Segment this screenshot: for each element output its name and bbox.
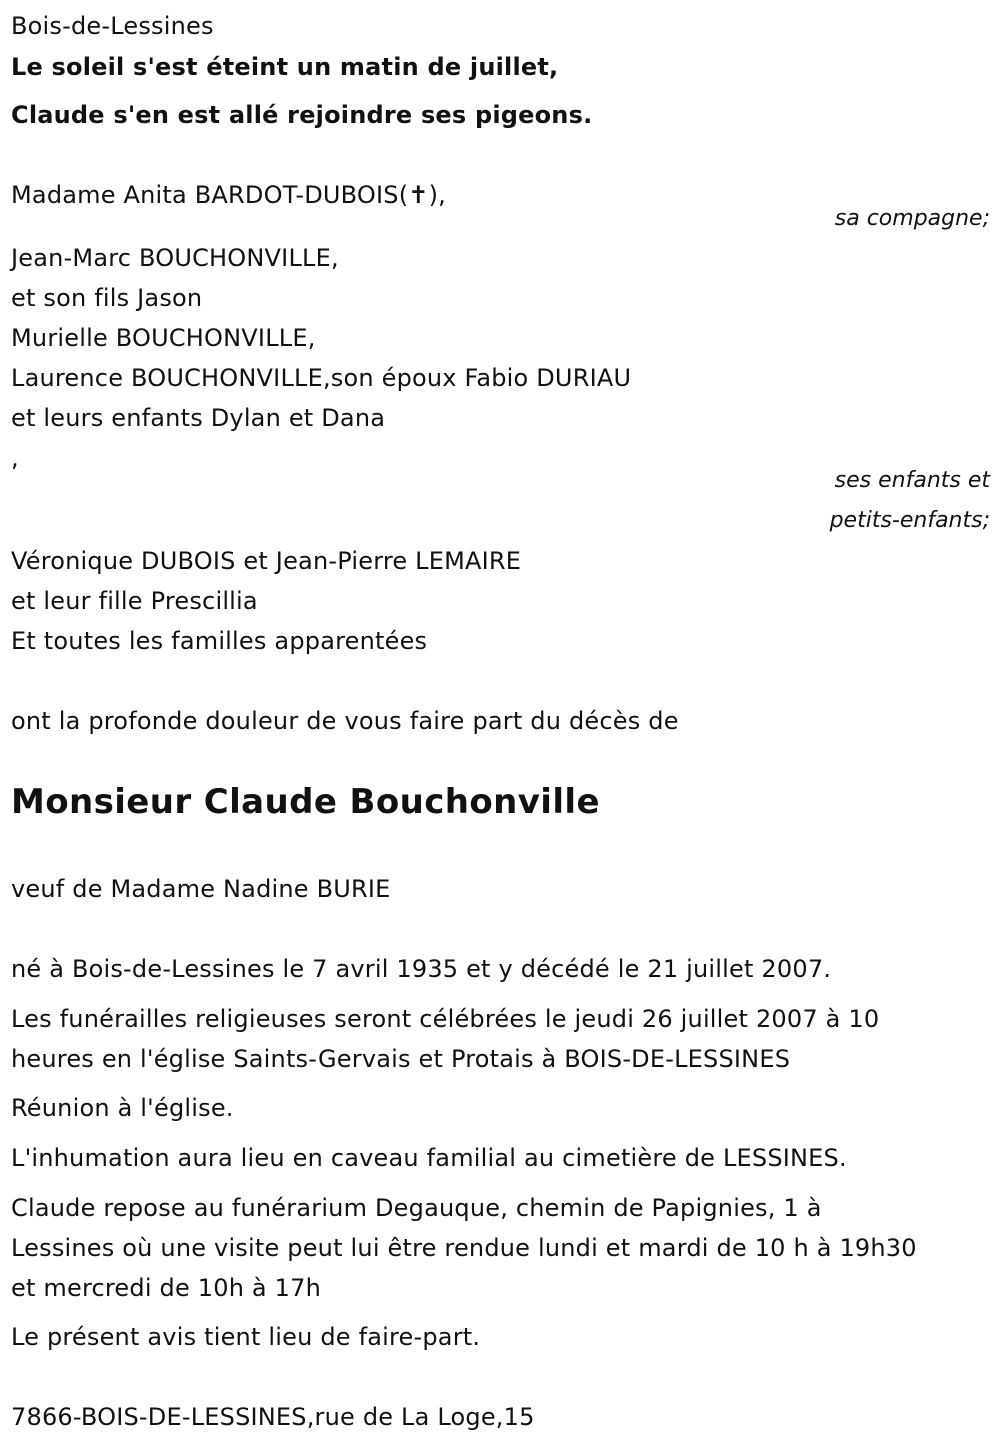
family-line: Jean-Marc BOUCHONVILLE, [11, 244, 339, 272]
family-line: Laurence BOUCHONVILLE,son époux Fabio DURIAU [11, 364, 632, 392]
notice-text: Le présent avis tient lieu de faire-part. [11, 1323, 481, 1351]
address: 7866-BOIS-DE-LESSINES,rue de La Loge,15 [11, 1403, 535, 1431]
children-role-line-1: ses enfants et [834, 468, 990, 493]
relatives-line: Et toutes les familles apparentées [11, 627, 428, 655]
family-line: et son fils Jason [11, 284, 203, 312]
funeral-info-line-1: Les funérailles religieuses seront célébrées le jeudi 26 juillet 2007 à 10 [11, 1005, 880, 1033]
location-heading: Bois-de-Lessines [11, 12, 214, 40]
announcement-text: ont la profonde douleur de vous faire part du décès de [11, 707, 679, 735]
meeting-info: Réunion à l'église. [11, 1094, 234, 1122]
partner-role: sa compagne; [834, 206, 990, 231]
partner-name: Madame Anita BARDOT-DUBOIS(✝), [11, 181, 446, 209]
widower-of: veuf de Madame Nadine BURIE [11, 875, 391, 903]
family-line: , [11, 444, 19, 472]
birth-death-dates: né à Bois-de-Lessines le 7 avril 1935 et y décédé le 21 juillet 2007. [11, 955, 832, 983]
family-line: Murielle BOUCHONVILLE, [11, 324, 316, 352]
children-role-line-2: petits-enfants; [829, 508, 990, 533]
deceased-name: Monsieur Claude Bouchonville [11, 782, 600, 822]
repose-info-line-1: Claude repose au funérarium Degauque, chemin de Papignies, 1 à [11, 1194, 822, 1222]
repose-info-line-2: Lessines où une visite peut lui être rendue lundi et mardi de 10 h à 19h30 [11, 1234, 917, 1262]
relatives-line: Véronique DUBOIS et Jean-Pierre LEMAIRE [11, 547, 522, 575]
repose-info-line-3: et mercredi de 10h à 17h [11, 1274, 322, 1302]
verse-line-1: Le soleil s'est éteint un matin de juillet, [11, 53, 559, 81]
funeral-info-line-2: heures en l'église Saints-Gervais et Protais à BOIS-DE-LESSINES [11, 1045, 791, 1073]
family-line: et leurs enfants Dylan et Dana [11, 404, 386, 432]
burial-info: L'inhumation aura lieu en caveau familial au cimetière de LESSINES. [11, 1144, 847, 1172]
relatives-line: et leur fille Prescillia [11, 587, 258, 615]
verse-line-2: Claude s'en est allé rejoindre ses pigeons. [11, 101, 593, 129]
